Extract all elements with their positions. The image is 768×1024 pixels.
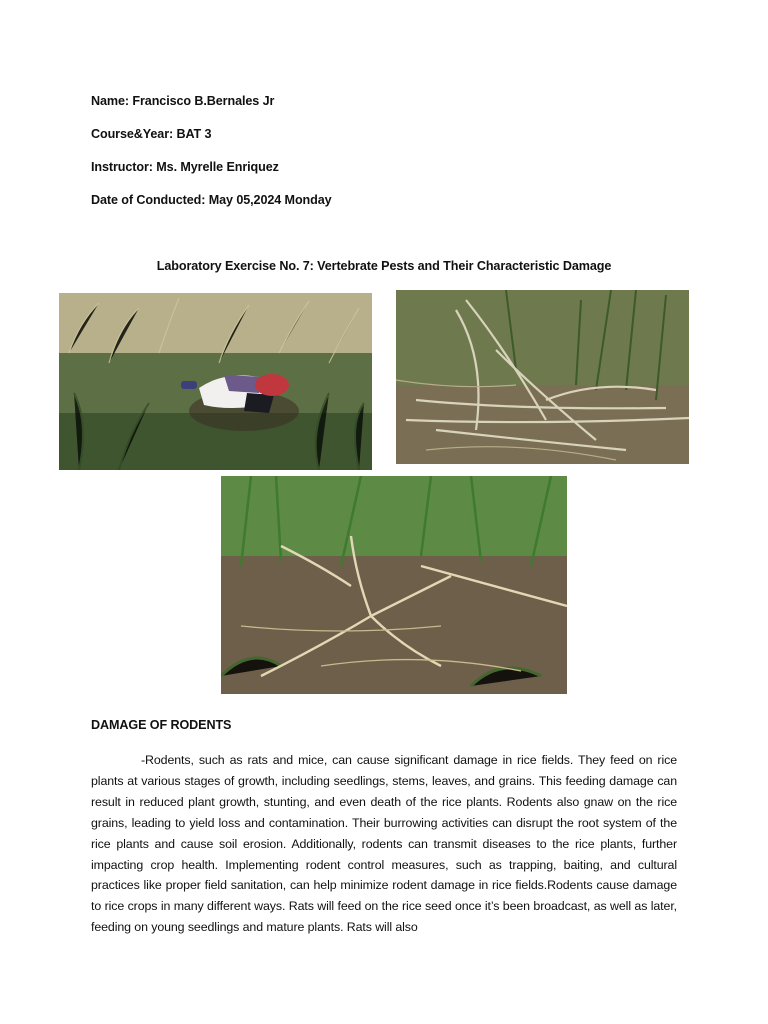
date-conducted: Date of Conducted: May 05,2024 Monday — [91, 193, 332, 207]
instructor: Instructor: Ms. Myrelle Enriquez — [91, 160, 279, 174]
body-paragraph: -Rodents, such as rats and mice, can cause significant damage in rice fields. They feed on rice plants at various stages of growth, including seedlings, stems, leaves, and grains. This feeding damage can result in reduced plant growth, stunting, and even death of the rice plants. Rodents also gnaw on the rice grains, leading to yield loss and contamination. Their burrowing activities can disrupt the root system of the rice plants and cause soil erosion. Additionally, rodents can transmit diseases to the rice plants, further impacting crop health. Implementing rodent control measures, such as trapping, baiting, and cultural practices like proper field sanitation, can help minimize rodent damage in rice fields.Rodents cause damage to rice crops in many different ways. Rats will feed on the rice seed once it’s been broadcast, as well as later, feeding on young seedlings and mature plants. Rats will also — [91, 753, 677, 935]
student-name: Name: Francisco B.Bernales Jr — [91, 94, 275, 108]
course-year: Course&Year: BAT 3 — [91, 127, 212, 141]
photo-field-inspection — [59, 293, 372, 470]
section-heading: DAMAGE OF RODENTS — [91, 718, 232, 732]
photo-broken-stem — [221, 476, 567, 694]
photo-damaged-stalks — [396, 290, 689, 464]
exercise-title: Laboratory Exercise No. 7: Vertebrate Pests and Their Characteristic Damage — [156, 259, 612, 273]
